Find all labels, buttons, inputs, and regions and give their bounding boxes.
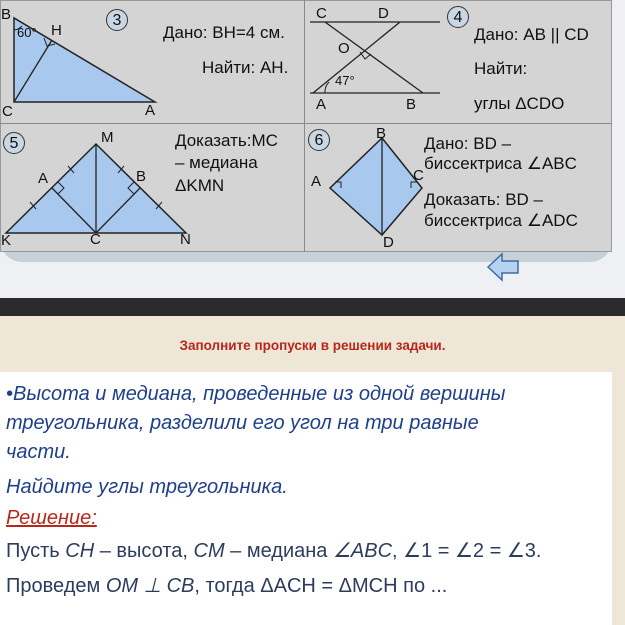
task-header: Заполните пропуски в решении задачи.	[179, 338, 446, 353]
label-a: A	[316, 96, 327, 113]
text-part: Проведем	[6, 575, 106, 597]
term: CH	[65, 540, 95, 562]
label-angle: 47°	[335, 73, 355, 88]
text-part: по ...	[397, 575, 448, 597]
given-6-line2: биссектриса ∠ABC	[424, 154, 577, 173]
find-3: Найти: AH.	[202, 58, 289, 77]
find-4: Найти:	[474, 59, 528, 78]
label-n: N	[180, 231, 191, 248]
problem-number-6: 6	[308, 129, 330, 151]
text-part: Пусть	[6, 540, 66, 562]
text-part: – медиана	[224, 540, 333, 562]
prove-5-line1: Доказать:MC	[175, 131, 278, 150]
solution-line-2	[6, 572, 606, 601]
label-c: C	[316, 5, 327, 22]
back-arrow-icon[interactable]	[486, 250, 522, 284]
prove-5-line2: – медиана	[175, 153, 258, 172]
problem-number-4: 4	[447, 6, 469, 28]
label-d: D	[378, 5, 389, 22]
prove-6-line1: Доказать: BD –	[424, 190, 543, 209]
term: CM	[193, 540, 225, 562]
label-k: K	[1, 232, 12, 249]
label-d: D	[383, 234, 394, 251]
label-c: C	[2, 103, 13, 120]
text-part: , ∠1 = ∠2 = ∠3.	[392, 540, 542, 562]
problem-text	[6, 380, 606, 601]
label-b: B	[136, 168, 147, 185]
label-b: B	[1, 6, 12, 23]
slide-top	[0, 0, 625, 300]
problem-number-5: 5	[3, 132, 25, 154]
solution-line-1	[6, 537, 606, 566]
slide-divider	[0, 298, 625, 316]
problem-line-1: •Высота и медиана, проведенные из одной вершины	[6, 383, 506, 405]
label-angle: 60°	[17, 25, 37, 40]
given-3: Дано: BH=4 см.	[163, 23, 285, 42]
given-4: Дано: AB || CD	[474, 25, 589, 44]
prove-5-line3: ΔKMN	[175, 176, 225, 195]
label-o: O	[338, 40, 350, 57]
target-4: углы ΔCDO	[474, 94, 565, 113]
problem-line-4: Найдите углы треугольника.	[6, 476, 288, 498]
term: OM ⊥ CB	[105, 575, 195, 597]
label-h: H	[51, 22, 62, 39]
label-b: B	[406, 96, 417, 113]
text-part: , тогда	[194, 575, 261, 597]
label-a: A	[145, 102, 156, 119]
problem-number-3: 3	[106, 9, 128, 31]
label-a: A	[311, 173, 322, 190]
solution-label-row	[6, 504, 606, 533]
prove-6-line2: биссектриса ∠ADC	[424, 211, 578, 230]
label-m: M	[101, 129, 114, 146]
label-c: C	[413, 167, 424, 184]
label-a: A	[38, 170, 49, 187]
problem-line-3: части.	[6, 441, 71, 463]
term: ∠ABC	[332, 540, 393, 562]
solution-label: Решение:	[6, 507, 97, 529]
given-6-line1: Дано: BD –	[424, 134, 512, 153]
problem-line-2: треугольника, разделили его угол на три равные	[6, 412, 479, 434]
label-b: B	[376, 125, 387, 142]
term: ΔACH = ΔMCH	[260, 575, 398, 597]
label-c: C	[90, 231, 101, 248]
text-part: – высота,	[94, 540, 194, 562]
